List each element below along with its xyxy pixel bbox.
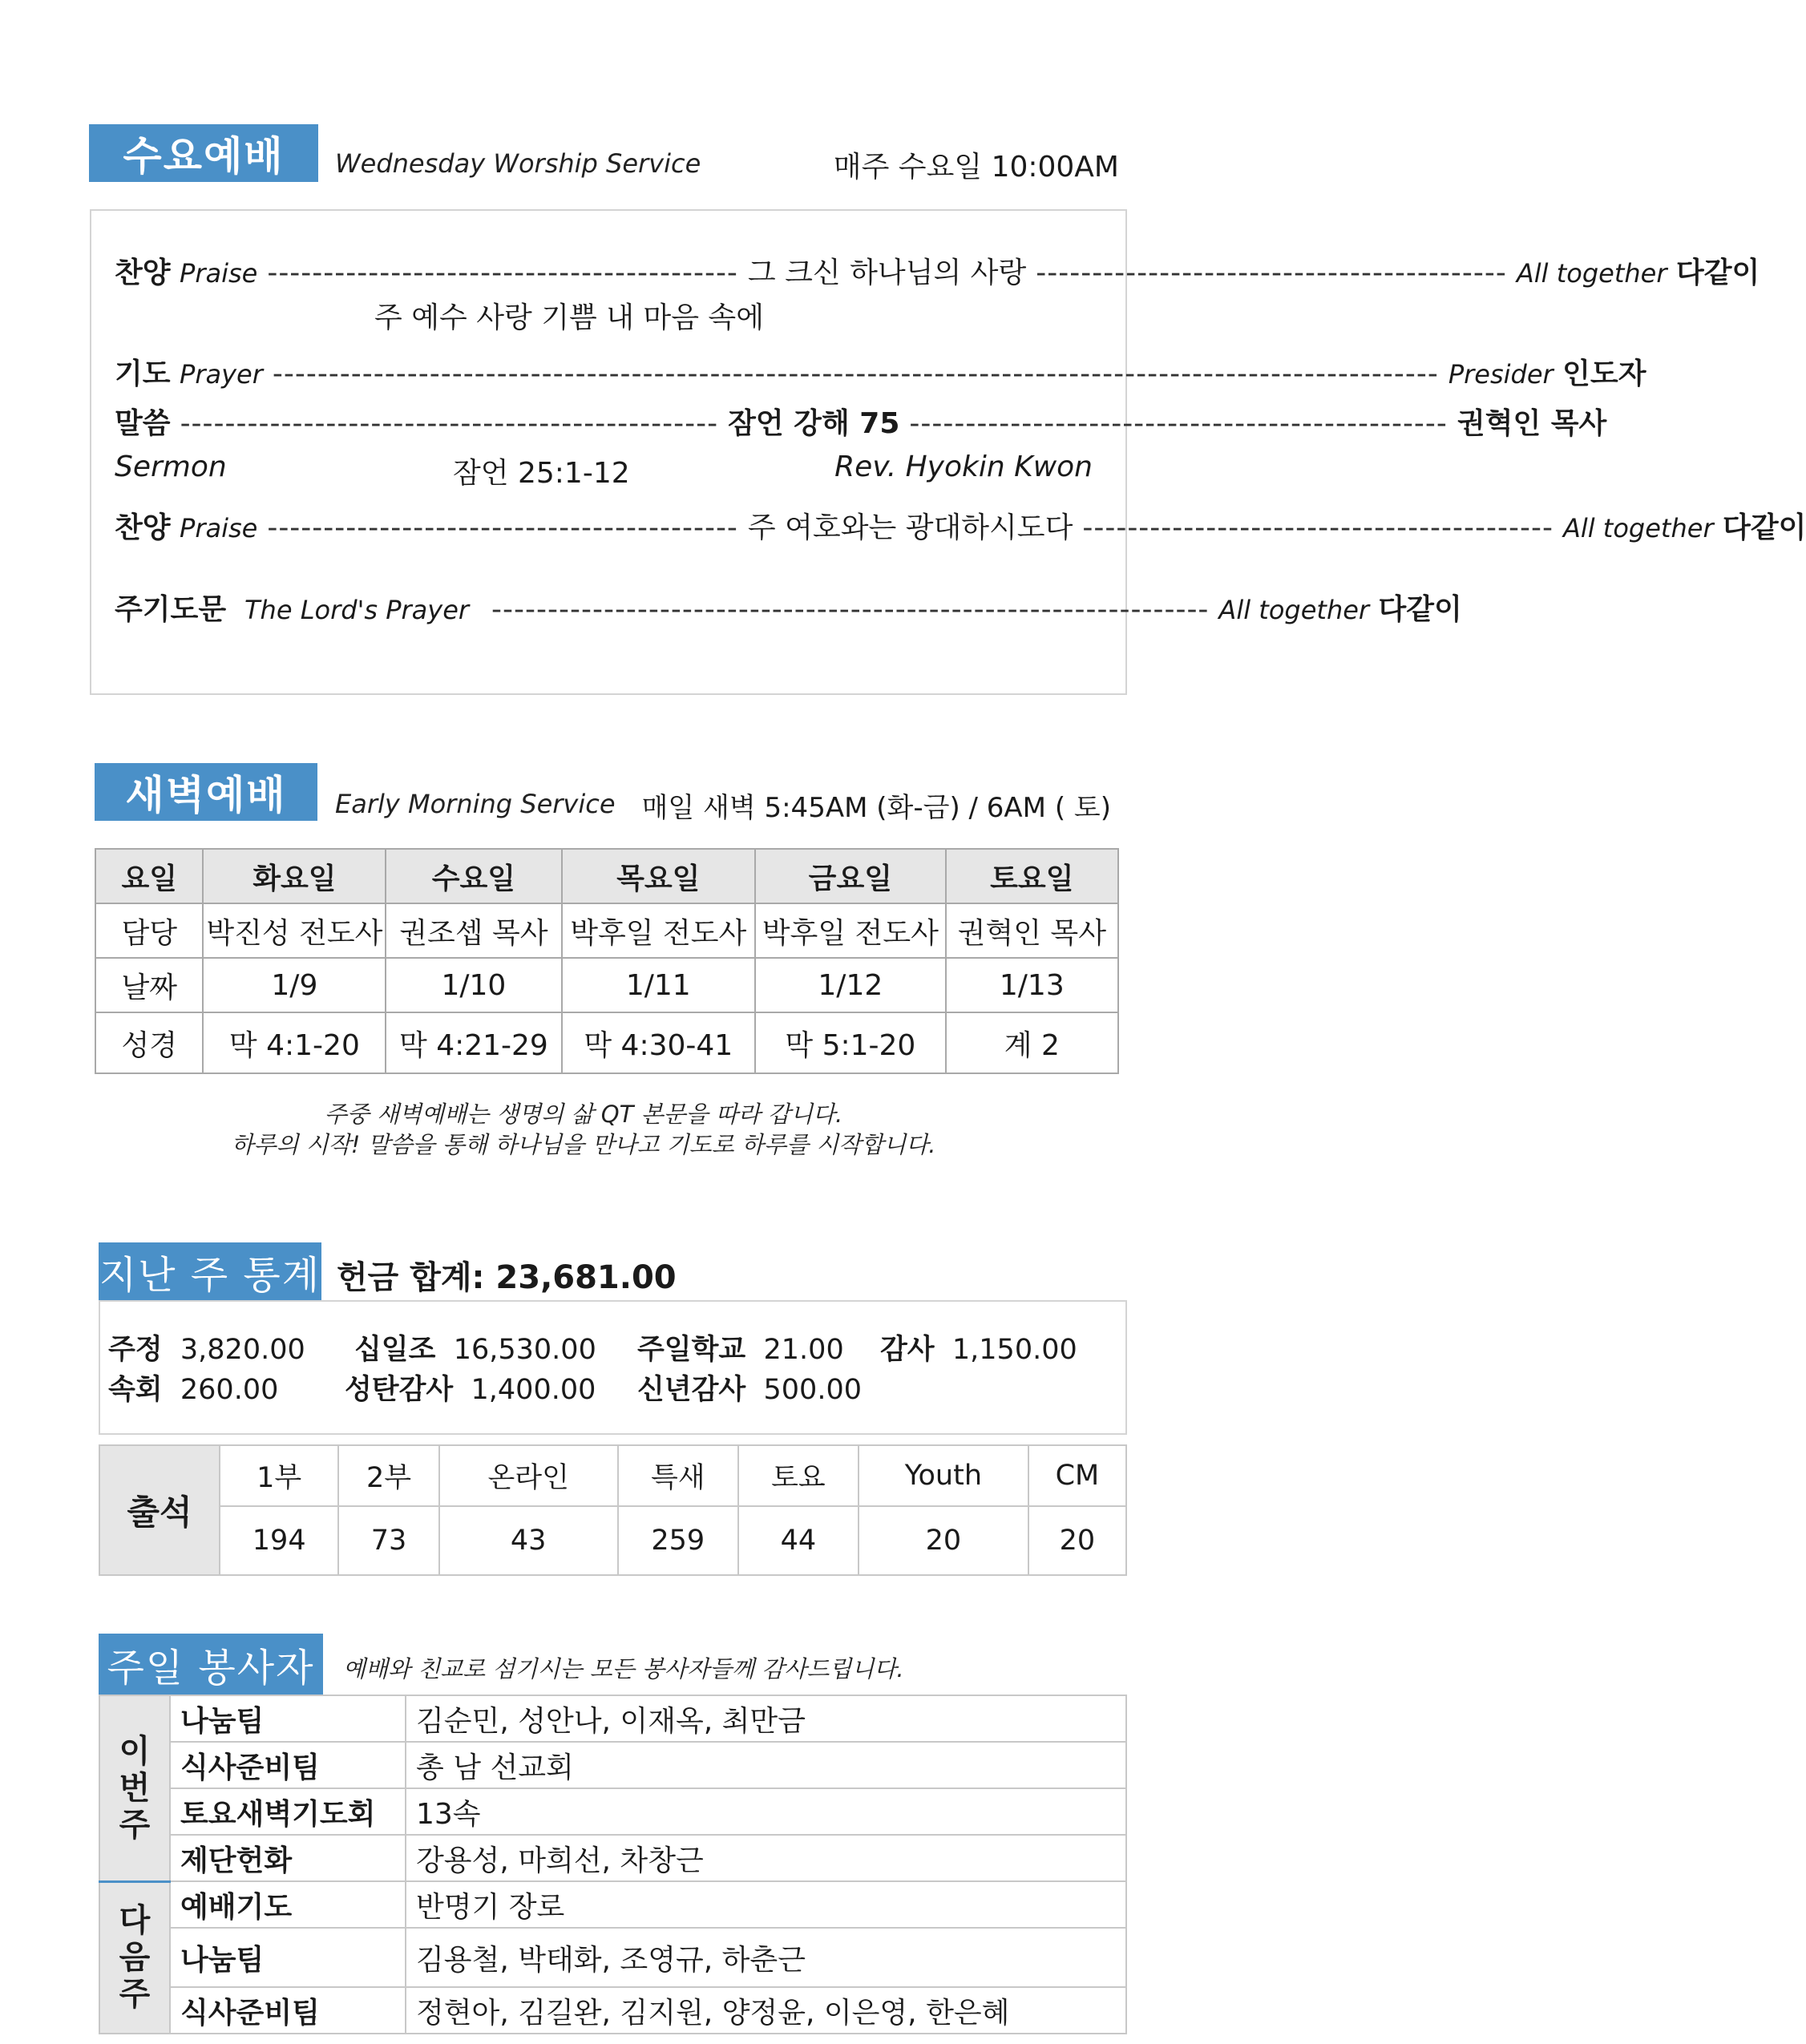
schedule-row-label: 성경: [95, 1012, 203, 1073]
schedule-cell: 계 2: [946, 1012, 1118, 1073]
order-right-en: Presider: [1448, 359, 1553, 390]
order-row-sermon-en: [115, 450, 1093, 490]
order-label-ko: 주기도문: [115, 593, 227, 626]
stat-item: [108, 1327, 305, 1367]
next-week-label: 다 음 주: [99, 1881, 170, 2034]
wednesday-subtitle: Wednesday Worship Service: [335, 148, 701, 179]
order-row-lords-prayer: [115, 587, 1462, 628]
order-label-ko: 찬양: [115, 511, 171, 544]
order-right-ko: 다같이: [1378, 593, 1462, 626]
order-hymn-line2: 주 예수 사랑 기쁨 내 마음 속에: [374, 301, 764, 334]
schedule-header-cell: 화요일: [203, 849, 386, 903]
volunteer-role: 예배기도: [170, 1881, 406, 1928]
volunteer-names: 13속: [406, 1788, 1126, 1835]
volunteers-tag: 주일 봉사자: [99, 1634, 323, 1695]
volunteer-names: 총 남 선교회: [406, 1742, 1126, 1788]
leader-dashes: ------------------------------------------: [1036, 257, 1507, 289]
order-center: 주 여호와는 광대하시도다: [747, 511, 1073, 544]
schedule-header-row: [95, 849, 1118, 903]
order-label-en: Praise: [180, 513, 258, 543]
stat-value: 1,150.00: [951, 1334, 1077, 1366]
order-right-en: All together: [1562, 513, 1714, 543]
stat-label: 성탄감사: [345, 1374, 454, 1406]
order-right-en: All together: [1218, 595, 1370, 625]
attendance-header: 온라인: [439, 1445, 618, 1506]
order-center: 그 크신 하나님의 사랑: [747, 257, 1027, 289]
schedule-cell: 1/12: [755, 958, 946, 1012]
attendance-table: [99, 1444, 1127, 1576]
attendance-value: 20: [1028, 1506, 1126, 1575]
schedule-cell: 막 5:1-20: [755, 1012, 946, 1073]
order-right-en: All together: [1516, 258, 1667, 289]
attendance-value: 73: [338, 1506, 438, 1575]
schedule-cell: 막 4:21-29: [386, 1012, 561, 1073]
attendance-header: 특새: [618, 1445, 738, 1506]
stat-item: [637, 1327, 844, 1367]
leader-dashes: ------------------------------------------: [1082, 511, 1553, 544]
leader-dashes: --------------------------------------------------------------------------------------------------------: [272, 357, 1439, 390]
early-time: 매일 새벽 5:45AM (화-금) / 6AM ( 토): [641, 792, 1111, 824]
stat-value: 21.00: [763, 1334, 844, 1366]
wednesday-tag: 수요예배: [89, 124, 318, 182]
schedule-header-cell: 토요일: [946, 849, 1118, 903]
stat-item: [354, 1327, 596, 1367]
volunteer-role: 토요새벽기도회: [170, 1788, 406, 1835]
attendance-header-row: [99, 1445, 1126, 1506]
schedule-cell: 막 4:1-20: [203, 1012, 386, 1073]
stat-item: [108, 1367, 278, 1408]
stat-item: [637, 1367, 862, 1408]
schedule-cell: 1/10: [386, 958, 561, 1012]
schedule-cell: 권혁인 목사: [946, 903, 1118, 958]
order-label-en: The Lord's Prayer: [244, 595, 470, 625]
offering-total: 헌금 합계: 23,681.00: [337, 1259, 677, 1296]
wednesday-time: 매주 수요일 10:00AM: [833, 151, 1119, 184]
volunteer-names: 김용철, 박태화, 조영규, 하춘근: [406, 1928, 1126, 1987]
schedule-header-cell: 요일: [95, 849, 203, 903]
order-label-en: Prayer: [180, 359, 263, 390]
schedule-cell: 1/13: [946, 958, 1118, 1012]
leader-dashes: ------------------------------------------------: [909, 407, 1448, 440]
stat-value: 1,400.00: [471, 1374, 596, 1406]
stat-label: 속회: [108, 1374, 163, 1406]
stat-label: 주일학교: [637, 1334, 746, 1366]
stat-value: 3,820.00: [180, 1334, 305, 1366]
volunteer-role: 식사준비팀: [170, 1987, 406, 2034]
volunteer-row: [99, 1835, 1126, 1881]
early-schedule-table: [95, 848, 1119, 1074]
volunteer-role: 나눔팀: [170, 1928, 406, 1987]
order-row-sermon: [115, 401, 1607, 442]
attendance-value: 20: [859, 1506, 1028, 1575]
attendance-label: 출석: [99, 1445, 220, 1575]
order-right-ko: 다같이: [1723, 511, 1806, 544]
volunteer-row: [99, 1695, 1126, 1742]
schedule-row: [95, 903, 1118, 958]
stat-item: [880, 1327, 1077, 1367]
volunteer-role: 식사준비팀: [170, 1742, 406, 1788]
early-subtitle: Early Morning Service: [335, 789, 616, 819]
schedule-cell: 막 4:30-41: [562, 1012, 756, 1073]
volunteer-row: [99, 1742, 1126, 1788]
schedule-row: [95, 1012, 1118, 1073]
leader-dashes: ------------------------------------------: [267, 257, 738, 289]
order-label-en: Praise: [180, 258, 258, 289]
sermon-en-label: Sermon: [115, 450, 227, 483]
volunteer-row: [99, 1928, 1126, 1987]
schedule-row-label: 담당: [95, 903, 203, 958]
sermon-title: 잠언 강해 75: [728, 407, 900, 440]
schedule-header-cell: 금요일: [755, 849, 946, 903]
schedule-cell: 박후일 전도사: [755, 903, 946, 958]
early-tag: 새벽예배: [95, 763, 317, 821]
attendance-value-row: [99, 1506, 1126, 1575]
stat-item: [345, 1367, 596, 1408]
order-right-ko: 인도자: [1562, 357, 1646, 390]
attendance-header: 토요: [738, 1445, 859, 1506]
volunteer-names: 김순민, 성안나, 이재옥, 최만금: [406, 1695, 1126, 1742]
volunteers-subtitle: 예배와 친교로 섬기시는 모든 봉사자들께 감사드립니다.: [343, 1655, 904, 1682]
volunteer-row: [99, 1987, 1126, 2034]
leader-dashes: ----------------------------------------------------------------: [491, 593, 1210, 626]
schedule-header-cell: 목요일: [562, 849, 756, 903]
attendance-header: 2부: [338, 1445, 438, 1506]
early-note-1: 주중 새벽예배는 생명의 삶 QT 본문을 따라 갑니다.: [324, 1101, 843, 1128]
volunteer-names: 정현아, 김길완, 김지원, 양정윤, 이은영, 한은혜: [406, 1987, 1126, 2034]
schedule-row-label: 날짜: [95, 958, 203, 1012]
stat-label: 감사: [880, 1334, 935, 1366]
attendance-value: 259: [618, 1506, 738, 1575]
schedule-header-cell: 수요일: [386, 849, 561, 903]
stat-label: 주정: [108, 1334, 163, 1366]
schedule-cell: 1/11: [562, 958, 756, 1012]
leader-dashes: ------------------------------------------: [267, 511, 738, 544]
schedule-cell: 권조셉 목사: [386, 903, 561, 958]
volunteer-role: 제단헌화: [170, 1835, 406, 1881]
stats-tag: 지난 주 통계: [99, 1242, 321, 1300]
sermon-scripture: 잠언 25:1-12: [453, 457, 630, 490]
stat-value: 500.00: [763, 1374, 862, 1406]
attendance-header: 1부: [220, 1445, 338, 1506]
order-row-prayer: [115, 351, 1646, 392]
volunteer-names: 강용성, 마희선, 차창근: [406, 1835, 1126, 1881]
early-note-2: 하루의 시작! 말씀을 통해 하나님을 만나고 기도로 하루를 시작합니다.: [231, 1131, 936, 1158]
schedule-row: [95, 958, 1118, 1012]
attendance-value: 44: [738, 1506, 859, 1575]
order-right-ko: 다같이: [1675, 257, 1760, 289]
volunteer-role: 나눔팀: [170, 1695, 406, 1742]
volunteer-row: [99, 1881, 1126, 1928]
stat-label: 신년감사: [637, 1374, 746, 1406]
preacher-name: 권혁인 목사: [1457, 407, 1607, 440]
stat-value: 260.00: [180, 1374, 279, 1406]
stat-value: 16,530.00: [453, 1334, 596, 1366]
order-row-praise-2: [115, 505, 1806, 546]
order-row-praise-1: [115, 250, 1760, 291]
order-label-ko: 찬양: [115, 257, 171, 289]
volunteers-table: [99, 1695, 1127, 2034]
attendance-header: Youth: [859, 1445, 1028, 1506]
leader-dashes: ------------------------------------------------: [180, 407, 719, 440]
attendance-header: CM: [1028, 1445, 1126, 1506]
schedule-cell: 박진성 전도사: [203, 903, 386, 958]
stat-label: 십일조: [354, 1334, 436, 1366]
this-week-label: 이 번 주: [99, 1695, 170, 1881]
schedule-cell: 박후일 전도사: [562, 903, 756, 958]
order-label-ko: 말씀: [115, 407, 171, 440]
attendance-value: 43: [439, 1506, 618, 1575]
order-label-ko: 기도: [115, 357, 171, 390]
attendance-value: 194: [220, 1506, 338, 1575]
volunteer-row: [99, 1788, 1126, 1835]
volunteer-names: 반명기 장로: [406, 1881, 1126, 1928]
preacher-name-en: Rev. Hyokin Kwon: [834, 450, 1093, 483]
schedule-cell: 1/9: [203, 958, 386, 1012]
